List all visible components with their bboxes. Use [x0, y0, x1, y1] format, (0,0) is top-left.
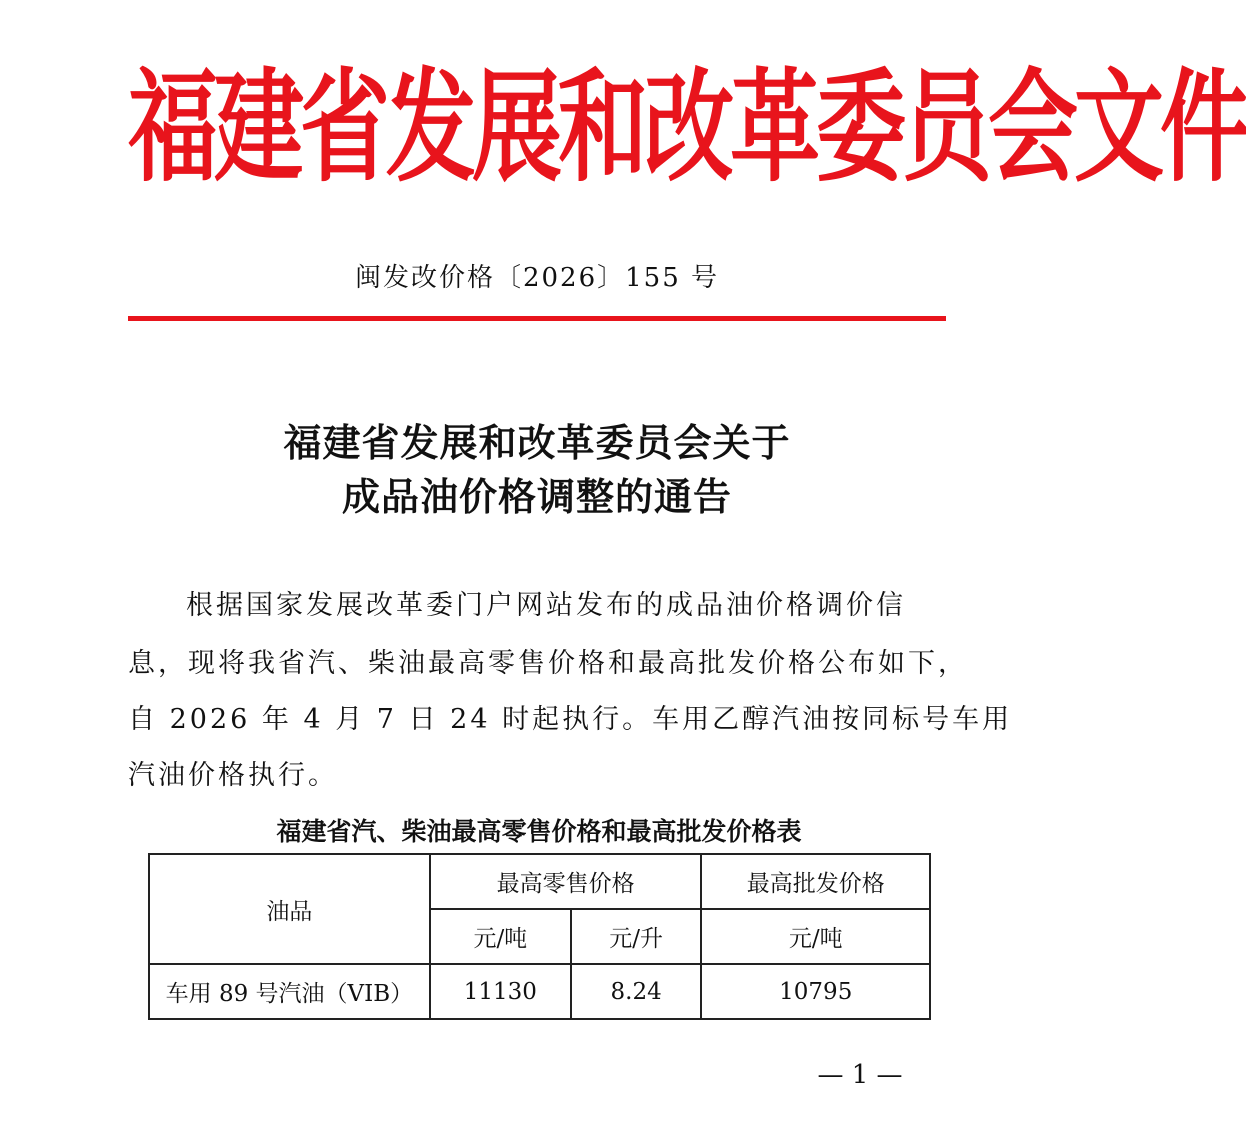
body-paragraph-line: 根据国家发展改革委门户网站发布的成品油价格调价信 — [186, 590, 906, 621]
unit-retail-yuan-per-liter: 元/升 — [571, 909, 702, 964]
document-number: 闽发改价格〔2026〕155 号 — [354, 263, 720, 293]
unit-wholesale-yuan-per-ton: 元/吨 — [701, 909, 930, 964]
document-masthead: 福建省发展和改革委员会文件 — [128, 56, 1246, 200]
notice-title-line-2: 成品油价格调整的通告 — [341, 474, 732, 519]
header-product: 油品 — [149, 854, 430, 964]
notice-title-line-1: 福建省发展和改革委员会关于 — [283, 420, 791, 465]
price-table — [148, 853, 931, 1020]
red-divider-line — [128, 316, 946, 321]
header-max-wholesale-price: 最高批发价格 — [701, 854, 930, 909]
unit-retail-yuan-per-ton: 元/吨 — [430, 909, 571, 964]
cell-retail-per-ton: 11130 — [430, 964, 571, 1019]
table-caption: 福建省汽、柴油最高零售价格和最高批发价格表 — [276, 817, 802, 846]
body-paragraph-line: 汽油价格执行。 — [128, 760, 338, 791]
cell-product: 车用 89 号汽油（VIB） — [149, 964, 430, 1019]
body-paragraph-line: 自 2026 年 4 月 7 日 24 时起执行。车用乙醇汽油按同标号车用 — [128, 704, 1013, 735]
header-max-retail-price: 最高零售价格 — [430, 854, 702, 909]
table-row — [149, 964, 930, 1019]
cell-wholesale-per-ton: 10795 — [701, 964, 930, 1019]
page-number: — 1 — — [817, 1060, 903, 1090]
body-paragraph-line: 息，现将我省汽、柴油最高零售价格和最高批发价格公布如下， — [128, 648, 968, 679]
cell-retail-per-liter: 8.24 — [571, 964, 702, 1019]
table-header-row — [149, 854, 930, 909]
